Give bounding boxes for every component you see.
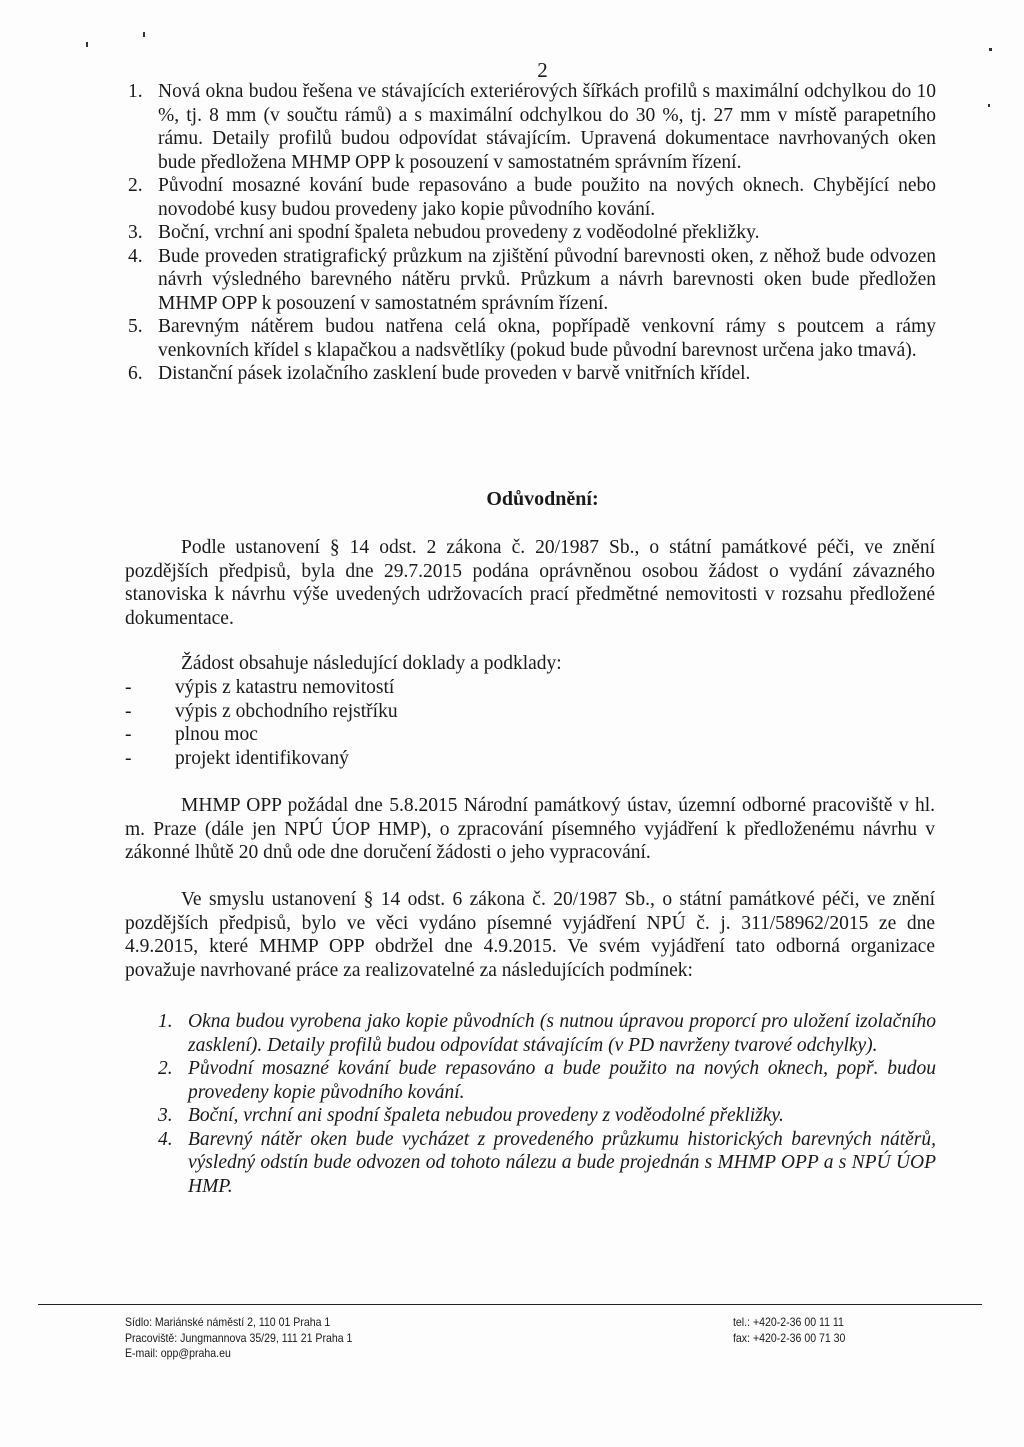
item-text: Nová okna budou řešena ve stávajících exteriérových šířkách profilů s maximální odchylkou do 10 %, tj. 8 mm (v součtu rámů) a s maximální odchylkou do 30 %, tj. 27 mm v místě parapetního rámu. Detaily profilů budou odpovídat stávajícím. Upravená dokumentace navrhovaných oken bude předložena MHMP OPP k posouzení v samostatném správním řízení. bbox=[158, 81, 936, 173]
list-item bbox=[150, 1010, 936, 1057]
npu-conditions-list bbox=[150, 1010, 936, 1198]
footer-tel: tel.: +420-2-36 00 11 11 bbox=[733, 1315, 844, 1329]
footer-contact bbox=[733, 1315, 845, 1346]
scan-speck bbox=[143, 32, 145, 37]
item-number: 4. bbox=[158, 1128, 173, 1150]
dash-bullet: - bbox=[125, 747, 132, 769]
item-text: Bude proveden stratigrafický průzkum na zjištění původní barevnosti oken, z něhož bude odvozen návrh výsledného barevného nátěru prvků. Průzkum a návrh barevnosti oken bude předložen MHMP OPP k posouzení v samostatném správním řízení. bbox=[158, 245, 936, 314]
item-number: 5. bbox=[128, 316, 143, 337]
item-text: Boční, vrchní ani spodní špaleta nebudou provedeny z voděodolné překližky. bbox=[188, 1105, 784, 1126]
paragraph-application: Podle ustanovení § 14 odst. 2 zákona č. 20/1987 Sb., o státní památkové péči, ve znění pozdějších předpisů, byla dne 29.7.2015 podána oprávněnou osobou žádost o vydání závazného stanoviska k návrhu výše uvedených udržovacích prací předmětné nemovitosti v rozsahu předložené dokumentace. bbox=[125, 537, 935, 629]
item-number: 3. bbox=[128, 222, 143, 243]
list-item bbox=[150, 1104, 936, 1128]
item-text: Barevný nátěr oken bude vycházet z provedeného průzkumu historických barevných nátěrů, výsledný odstín bude odvozen od tohoto nálezu a bude projednán s MHMP OPP a s NPÚ ÚOP HMP. bbox=[188, 1128, 936, 1197]
item-text: Distanční pásek izolačního zasklení bude proveden v barvě vnitřních křídel. bbox=[158, 363, 751, 384]
list-item bbox=[120, 315, 936, 362]
footer-seat: Sídlo: Mariánské náměstí 2, 110 01 Praha 1 bbox=[125, 1315, 331, 1329]
item-number: 2. bbox=[158, 1058, 173, 1079]
item-text: Původní mosazné kování bude repasováno a bude použito na nových oknech, popř. budou provedeny kopie původního kování. bbox=[188, 1058, 936, 1103]
documents-list bbox=[125, 676, 398, 770]
footer-address bbox=[125, 1315, 352, 1362]
item-number: 3. bbox=[158, 1105, 173, 1126]
item-number: 1. bbox=[128, 81, 143, 102]
list-item bbox=[125, 676, 398, 700]
list-item bbox=[150, 1057, 936, 1104]
section-heading: Odůvodnění: bbox=[486, 488, 599, 510]
list-item bbox=[120, 245, 936, 316]
item-number: 4. bbox=[128, 245, 143, 267]
footer-fax: fax: +420-2-36 00 71 30 bbox=[733, 1330, 846, 1345]
paragraph-npu-statement: Ve smyslu ustanovení § 14 odst. 6 zákona č. 20/1987 Sb., o státní památkové péči, ve znění pozdějších předpisů, bylo ve věci vydáno písemné vyjádření NPÚ č. j. 311/58962/2015 ze dne 4.9.2015, které MHMP OPP obdržel dne 4.9.2015. Ve svém vyjádření tato odborná organizace považuje navrhované práce za realizovatelné za následujících podmínek: bbox=[125, 889, 935, 981]
item-text: Boční, vrchní ani spodní špaleta nebudou provedeny z voděodolné překližky. bbox=[158, 222, 760, 243]
paragraph-npu-request: MHMP OPP požádal dne 5.8.2015 Národní památkový ústav, územní odborné pracoviště v hl. m. Praze (dále jen NPÚ ÚOP HMP), o zpracování písemného vyjádření k předloženému návrhu v zákonné lhůtě 20 dnů ode dne doručení žádosti o jeho vypracování. bbox=[125, 795, 935, 863]
page-number: 2 bbox=[537, 58, 548, 82]
dash-bullet: - bbox=[125, 700, 132, 722]
item-text: Původní mosazné kování bude repasováno a bude použito na nových oknech. Chybějící nebo novodobé kusy budou provedeny jako kopie původního kování. bbox=[158, 175, 936, 220]
conditions-list bbox=[120, 80, 936, 386]
document-name: projekt identifikovaný bbox=[175, 747, 349, 769]
footer-divider bbox=[38, 1304, 982, 1305]
scan-speck bbox=[988, 104, 990, 107]
item-text: Okna budou vyrobena jako kopie původních (s nutnou úpravou proporcí pro uložení izolačního zasklení). Detaily profilů budou odpovídat stávajícím (v PD navrženy tvarové odchylky). bbox=[188, 1011, 936, 1056]
item-number: 2. bbox=[128, 175, 143, 196]
footer-email: E-mail: opp@praha.eu bbox=[125, 1346, 231, 1360]
document-name: plnou moc bbox=[175, 724, 258, 745]
dash-bullet: - bbox=[125, 724, 132, 745]
item-number: 1. bbox=[158, 1011, 173, 1032]
scan-speck bbox=[989, 48, 992, 51]
dash-bullet: - bbox=[125, 677, 132, 698]
document-name: výpis z obchodního rejstříku bbox=[175, 700, 398, 722]
list-item bbox=[120, 174, 936, 221]
list-item bbox=[120, 362, 936, 386]
item-number: 6. bbox=[128, 363, 143, 384]
list-item bbox=[150, 1128, 936, 1199]
list-item bbox=[120, 221, 936, 245]
list-item bbox=[125, 723, 398, 747]
paragraph-documents-intro: Žádost obsahuje následující doklady a podklady: bbox=[181, 653, 562, 674]
footer-office: Pracoviště: Jungmannova 35/29, 111 21 Praha 1 bbox=[125, 1330, 353, 1345]
list-item bbox=[120, 80, 936, 174]
item-text: Barevným nátěrem budou natřena celá okna, popřípadě venkovní rámy s poutcem a rámy venkovních křídel s klapačkou a nadsvětlíky (pokud bude původní barevnost určena jako tmavá). bbox=[158, 316, 936, 361]
document-name: výpis z katastru nemovitostí bbox=[175, 677, 395, 698]
list-item bbox=[125, 700, 398, 724]
list-item bbox=[125, 747, 398, 771]
scan-speck bbox=[86, 42, 88, 47]
